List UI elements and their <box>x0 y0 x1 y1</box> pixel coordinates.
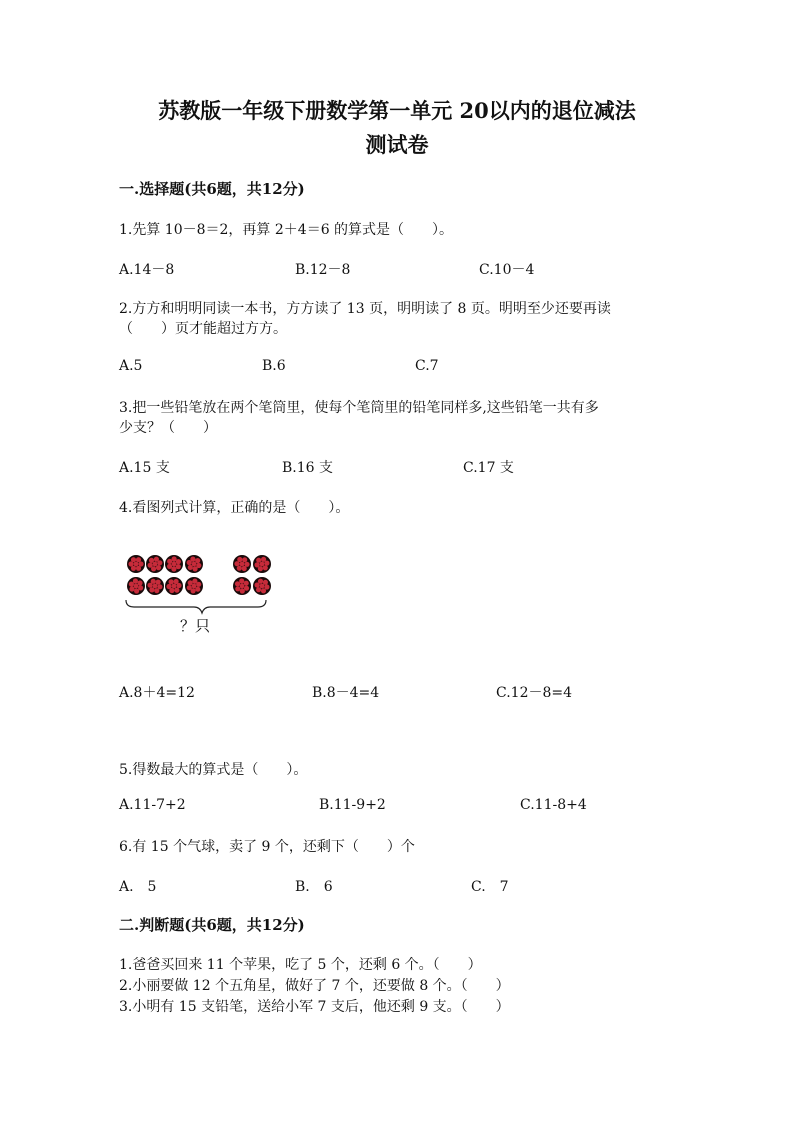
judgment-2-text: 2.小丽要做 12 个五角星，做好了 7 个，还要做 8 个。（ ） <box>119 978 510 994</box>
berry-icon <box>165 577 183 595</box>
berry-icon <box>233 555 251 573</box>
question-1-option-a: A.14－8 <box>119 262 175 278</box>
question-1-text: 1.先算 10－8＝2，再算 2＋4＝6 的算式是（ ）。 <box>119 222 454 238</box>
question-4-option-b: B.8－4=4 <box>312 685 380 701</box>
berry-icon <box>165 555 183 573</box>
berry-icon <box>146 577 164 595</box>
question-4-text: 4.看图列式计算，正确的是（ ）。 <box>119 500 350 516</box>
berry-icon <box>185 577 203 595</box>
figure-caption: ？只 <box>180 617 211 635</box>
question-5-option-a: A.11-7+2 <box>119 797 186 813</box>
question-4-option-a: A.8＋4=12 <box>119 685 195 701</box>
question-3-text-line2: 少支？（ ） <box>119 420 217 436</box>
berry-icon <box>146 555 164 573</box>
judgment-1-text: 1.爸爸买回来 11 个苹果，吃了 5 个，还剩 6 个。（ ） <box>119 957 482 973</box>
question-5-option-b: B.11-9+2 <box>319 797 386 813</box>
berry-icon <box>233 577 251 595</box>
question-3-text-line1: 3.把一些铅笔放在两个笔筒里，使每个笔筒里的铅笔同样多,这些铅笔一共有多 <box>119 400 599 416</box>
question-2-option-a: A.5 <box>119 358 143 374</box>
document-title-line1: 苏教版一年级下册数学第一单元 20以内的退位减法 <box>158 98 636 123</box>
question-2-text-line2: （ ）页才能超过方方。 <box>119 321 287 337</box>
section2-heading: 二.判断题(共6题，共12分) <box>119 916 305 934</box>
berry-icon <box>127 555 145 573</box>
question-2-text-line1: 2.方方和明明同读一本书，方方读了 13 页，明明读了 8 页。明明至少还要再读 <box>119 301 611 317</box>
question-6-option-b: B. 6 <box>295 879 333 895</box>
judgment-3-text: 3.小明有 15 支铅笔，送给小军 7 支后，他还剩 9 支。（ ） <box>119 999 510 1015</box>
question-6-option-a: A. 5 <box>119 879 157 895</box>
question-1-option-b: B.12－8 <box>295 262 351 278</box>
question-4-option-c: C.12－8=4 <box>496 685 573 701</box>
question-1-option-c: C.10－4 <box>479 262 535 278</box>
question-5-text: 5.得数最大的算式是（ ）。 <box>119 762 308 778</box>
question-5-option-c: C.11-8+4 <box>520 797 587 813</box>
question-3-option-b: B.16 支 <box>282 460 334 476</box>
question-6-text: 6.有 15 个气球，卖了 9 个，还剩下（ ）个 <box>119 839 415 855</box>
question-3-option-c: C.17 支 <box>463 460 514 476</box>
question-3-option-a: A.15 支 <box>119 460 170 476</box>
berry-icon <box>127 577 145 595</box>
question-6-option-c: C. 7 <box>471 879 509 895</box>
berry-icon <box>253 555 271 573</box>
section1-heading: 一.选择题(共6题，共12分) <box>119 180 305 198</box>
question-2-option-c: C.7 <box>415 358 439 374</box>
berry-icon <box>185 555 203 573</box>
brace <box>126 600 266 613</box>
question-2-option-b: B.6 <box>262 358 286 374</box>
berry-icon <box>253 577 271 595</box>
document-title-line2: 测试卷 <box>365 132 429 157</box>
